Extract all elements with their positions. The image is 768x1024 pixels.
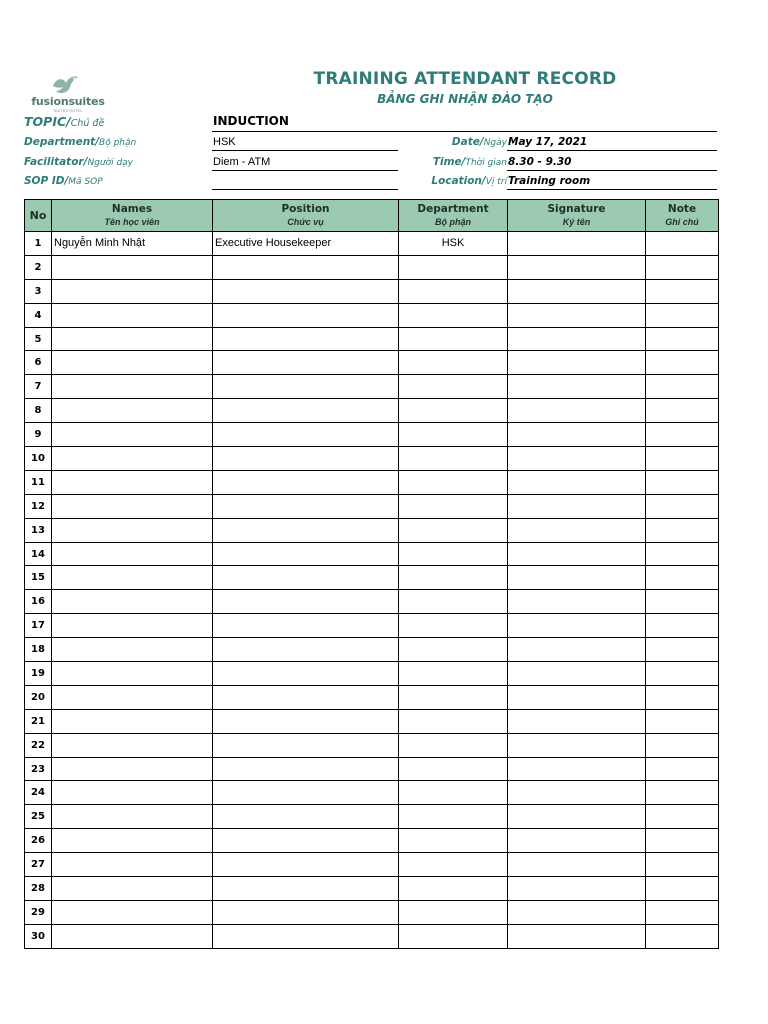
cell-name[interactable]	[52, 781, 213, 805]
time-label: Time/Thời gian	[432, 156, 507, 168]
cell-note[interactable]	[646, 638, 719, 662]
cell-signature[interactable]	[508, 232, 646, 256]
date-value[interactable]: May 17, 2021	[508, 136, 588, 148]
cell-signature[interactable]	[508, 733, 646, 757]
cell-position[interactable]	[213, 853, 399, 877]
row-number: 26	[25, 829, 52, 853]
cell-note[interactable]	[646, 590, 719, 614]
cell-signature[interactable]	[508, 518, 646, 542]
row-number: 27	[25, 853, 52, 877]
cell-department[interactable]	[399, 255, 508, 279]
row-number: 25	[25, 805, 52, 829]
cell-position[interactable]	[213, 877, 399, 901]
row-number: 24	[25, 781, 52, 805]
cell-signature[interactable]	[508, 877, 646, 901]
table-row	[25, 518, 719, 542]
cell-signature[interactable]	[508, 303, 646, 327]
cell-department[interactable]	[399, 279, 508, 303]
cell-department[interactable]	[399, 662, 508, 686]
cell-position[interactable]	[213, 757, 399, 781]
cell-position[interactable]	[213, 494, 399, 518]
table-row	[25, 733, 719, 757]
row-number: 10	[25, 447, 52, 471]
table-row	[25, 709, 719, 733]
cell-department[interactable]	[399, 685, 508, 709]
table-row	[25, 829, 719, 853]
department-underline	[212, 150, 398, 151]
table-row	[25, 232, 719, 256]
cell-signature[interactable]	[508, 781, 646, 805]
date-underline	[507, 150, 717, 151]
row-number: 23	[25, 757, 52, 781]
cell-signature[interactable]	[508, 542, 646, 566]
cell-department[interactable]	[399, 399, 508, 423]
cell-note[interactable]	[646, 900, 719, 924]
cell-signature[interactable]	[508, 614, 646, 638]
page-title: TRAINING ATTENDANT RECORD	[313, 69, 617, 89]
cell-note[interactable]	[646, 781, 719, 805]
cell-department[interactable]	[399, 351, 508, 375]
cell-department[interactable]	[399, 877, 508, 901]
cell-name[interactable]	[52, 494, 213, 518]
cell-department[interactable]	[399, 375, 508, 399]
table-row	[25, 303, 719, 327]
cell-signature[interactable]	[508, 662, 646, 686]
row-number: 4	[25, 303, 52, 327]
table-row	[25, 685, 719, 709]
cell-note[interactable]	[646, 399, 719, 423]
cell-name[interactable]	[52, 566, 213, 590]
department-label: Department/Bộ phận	[24, 136, 137, 148]
cell-signature[interactable]	[508, 709, 646, 733]
cell-name[interactable]	[52, 662, 213, 686]
table-row	[25, 781, 719, 805]
row-number: 21	[25, 709, 52, 733]
location-label: Location/Vị trí	[431, 175, 507, 187]
cell-position[interactable]	[213, 375, 399, 399]
cell-department[interactable]	[399, 470, 508, 494]
table-row	[25, 924, 719, 948]
facilitator-underline	[212, 170, 398, 171]
cell-position[interactable]	[213, 733, 399, 757]
table-row	[25, 590, 719, 614]
cell-position[interactable]	[213, 829, 399, 853]
row-number: 28	[25, 877, 52, 901]
cell-department[interactable]	[399, 423, 508, 447]
row-number: 1	[25, 232, 52, 256]
table-row	[25, 375, 719, 399]
row-number: 7	[25, 375, 52, 399]
location-underline	[507, 189, 717, 190]
table-row	[25, 399, 719, 423]
table-row	[25, 805, 719, 829]
table-row	[25, 470, 719, 494]
row-number: 13	[25, 518, 52, 542]
row-number: 8	[25, 399, 52, 423]
time-value[interactable]: 8.30 - 9.30	[508, 156, 572, 168]
cell-department[interactable]: HSK	[399, 232, 508, 256]
bird-logo-icon	[50, 74, 80, 96]
table-row	[25, 542, 719, 566]
cell-name[interactable]	[52, 590, 213, 614]
cell-position[interactable]	[213, 638, 399, 662]
cell-signature[interactable]	[508, 757, 646, 781]
cell-name[interactable]	[52, 542, 213, 566]
cell-name[interactable]	[52, 757, 213, 781]
logo-name: fusionsuites	[31, 95, 105, 108]
row-number: 5	[25, 327, 52, 351]
column-header-names: Names Tên học viên	[52, 200, 213, 232]
cell-signature[interactable]	[508, 399, 646, 423]
cell-note[interactable]	[646, 470, 719, 494]
cell-position[interactable]	[213, 447, 399, 471]
table-row	[25, 877, 719, 901]
cell-department[interactable]	[399, 518, 508, 542]
cell-name[interactable]	[52, 327, 213, 351]
cell-note[interactable]	[646, 255, 719, 279]
cell-name[interactable]	[52, 447, 213, 471]
cell-signature[interactable]	[508, 255, 646, 279]
cell-name[interactable]	[52, 638, 213, 662]
cell-signature[interactable]	[508, 853, 646, 877]
cell-position[interactable]	[213, 470, 399, 494]
cell-signature[interactable]	[508, 829, 646, 853]
cell-name[interactable]	[52, 303, 213, 327]
cell-note[interactable]	[646, 542, 719, 566]
table-row	[25, 900, 719, 924]
cell-position[interactable]	[213, 924, 399, 948]
attendance-table	[24, 199, 719, 949]
cell-signature[interactable]	[508, 423, 646, 447]
cell-name[interactable]	[52, 351, 213, 375]
cell-note[interactable]	[646, 853, 719, 877]
table-row	[25, 853, 719, 877]
cell-name[interactable]	[52, 805, 213, 829]
table-row	[25, 255, 719, 279]
row-number: 15	[25, 566, 52, 590]
cell-position[interactable]	[213, 351, 399, 375]
cell-position[interactable]	[213, 781, 399, 805]
cell-note[interactable]	[646, 566, 719, 590]
cell-signature[interactable]	[508, 924, 646, 948]
table-row	[25, 423, 719, 447]
column-header-department: Department Bộ phận	[399, 200, 508, 232]
cell-name[interactable]	[52, 877, 213, 901]
cell-note[interactable]	[646, 279, 719, 303]
row-number: 18	[25, 638, 52, 662]
cell-note[interactable]	[646, 805, 719, 829]
cell-department[interactable]	[399, 853, 508, 877]
table-row	[25, 614, 719, 638]
cell-department[interactable]	[399, 566, 508, 590]
cell-position[interactable]	[213, 303, 399, 327]
location-value[interactable]: Training room	[508, 175, 591, 187]
topic-label: TOPIC/Chủ đề	[24, 114, 105, 129]
cell-position[interactable]	[213, 255, 399, 279]
cell-department[interactable]	[399, 494, 508, 518]
row-number: 29	[25, 900, 52, 924]
topic-value[interactable]: INDUCTION	[213, 114, 289, 128]
cell-name[interactable]	[52, 423, 213, 447]
cell-name[interactable]	[52, 399, 213, 423]
table-row	[25, 351, 719, 375]
cell-signature[interactable]	[508, 375, 646, 399]
cell-signature[interactable]	[508, 685, 646, 709]
cell-signature[interactable]	[508, 279, 646, 303]
row-number: 20	[25, 685, 52, 709]
column-header-position: Position Chức vụ	[213, 200, 399, 232]
cell-name[interactable]	[52, 924, 213, 948]
page-subtitle: BẢNG GHI NHẬN ĐÀO TẠO	[377, 92, 553, 106]
logo-subtext: SUITES HOTEL	[53, 108, 83, 113]
facilitator-value[interactable]: Diem - ATM	[213, 156, 271, 168]
cell-department[interactable]	[399, 709, 508, 733]
facilitator-label: Facilitator/Người dạy	[24, 156, 134, 168]
cell-department[interactable]	[399, 303, 508, 327]
cell-department[interactable]	[399, 924, 508, 948]
cell-note[interactable]	[646, 757, 719, 781]
row-number: 14	[25, 542, 52, 566]
cell-department[interactable]	[399, 900, 508, 924]
table-row	[25, 638, 719, 662]
cell-position[interactable]	[213, 662, 399, 686]
cell-position[interactable]: Executive Housekeeper	[213, 232, 399, 256]
cell-position[interactable]	[213, 399, 399, 423]
table-row	[25, 662, 719, 686]
cell-note[interactable]	[646, 375, 719, 399]
cell-department[interactable]	[399, 733, 508, 757]
company-logo	[30, 74, 106, 114]
cell-note[interactable]	[646, 662, 719, 686]
table-row	[25, 327, 719, 351]
row-number: 22	[25, 733, 52, 757]
table-row	[25, 566, 719, 590]
cell-note[interactable]	[646, 924, 719, 948]
row-number: 11	[25, 470, 52, 494]
cell-position[interactable]	[213, 566, 399, 590]
table-header-row	[25, 200, 719, 232]
cell-signature[interactable]	[508, 351, 646, 375]
department-value[interactable]: HSK	[213, 136, 236, 148]
cell-department[interactable]	[399, 590, 508, 614]
date-label: Date/Ngày	[451, 136, 507, 148]
cell-name[interactable]	[52, 685, 213, 709]
cell-signature[interactable]	[508, 447, 646, 471]
column-header-note: Note Ghi chú	[646, 200, 719, 232]
cell-signature[interactable]	[508, 805, 646, 829]
cell-note[interactable]	[646, 232, 719, 256]
cell-signature[interactable]	[508, 590, 646, 614]
table-row	[25, 279, 719, 303]
cell-name[interactable]	[52, 375, 213, 399]
cell-position[interactable]	[213, 709, 399, 733]
cell-note[interactable]	[646, 303, 719, 327]
cell-signature[interactable]	[508, 638, 646, 662]
cell-position[interactable]	[213, 900, 399, 924]
cell-signature[interactable]	[508, 494, 646, 518]
cell-name[interactable]	[52, 518, 213, 542]
cell-note[interactable]	[646, 614, 719, 638]
row-number: 19	[25, 662, 52, 686]
row-number: 30	[25, 924, 52, 948]
topic-underline	[212, 131, 717, 132]
cell-note[interactable]	[646, 518, 719, 542]
table-row	[25, 494, 719, 518]
sop-label: SOP ID/Mã SOP	[24, 175, 103, 187]
cell-note[interactable]	[646, 351, 719, 375]
cell-department[interactable]	[399, 638, 508, 662]
cell-name[interactable]	[52, 853, 213, 877]
row-number: 2	[25, 255, 52, 279]
row-number: 17	[25, 614, 52, 638]
column-header-no: No	[25, 200, 52, 232]
cell-position[interactable]	[213, 805, 399, 829]
row-number: 9	[25, 423, 52, 447]
cell-signature[interactable]	[508, 327, 646, 351]
cell-signature[interactable]	[508, 470, 646, 494]
cell-position[interactable]	[213, 518, 399, 542]
cell-name[interactable]	[52, 470, 213, 494]
cell-position[interactable]	[213, 685, 399, 709]
cell-name[interactable]	[52, 733, 213, 757]
cell-name[interactable]	[52, 614, 213, 638]
cell-position[interactable]	[213, 327, 399, 351]
cell-note[interactable]	[646, 877, 719, 901]
cell-department[interactable]	[399, 327, 508, 351]
cell-name[interactable]: Nguyễn Minh Nhật	[52, 232, 213, 256]
row-number: 6	[25, 351, 52, 375]
cell-note[interactable]	[646, 327, 719, 351]
cell-department[interactable]	[399, 829, 508, 853]
cell-note[interactable]	[646, 829, 719, 853]
cell-name[interactable]	[52, 255, 213, 279]
cell-position[interactable]	[213, 542, 399, 566]
row-number: 3	[25, 279, 52, 303]
cell-position[interactable]	[213, 423, 399, 447]
cell-name[interactable]	[52, 900, 213, 924]
row-number: 12	[25, 494, 52, 518]
column-header-signature: Signature Ký tên	[508, 200, 646, 232]
time-underline	[507, 170, 717, 171]
cell-department[interactable]	[399, 447, 508, 471]
cell-note[interactable]	[646, 685, 719, 709]
cell-note[interactable]	[646, 709, 719, 733]
cell-position[interactable]	[213, 279, 399, 303]
cell-note[interactable]	[646, 733, 719, 757]
table-row	[25, 757, 719, 781]
cell-position[interactable]	[213, 590, 399, 614]
cell-note[interactable]	[646, 447, 719, 471]
cell-department[interactable]	[399, 781, 508, 805]
cell-name[interactable]	[52, 829, 213, 853]
table-row	[25, 447, 719, 471]
cell-signature[interactable]	[508, 566, 646, 590]
cell-name[interactable]	[52, 709, 213, 733]
cell-department[interactable]	[399, 614, 508, 638]
cell-name[interactable]	[52, 279, 213, 303]
cell-note[interactable]	[646, 494, 719, 518]
cell-department[interactable]	[399, 757, 508, 781]
sop-underline	[212, 189, 398, 190]
cell-signature[interactable]	[508, 900, 646, 924]
cell-department[interactable]	[399, 805, 508, 829]
cell-department[interactable]	[399, 542, 508, 566]
cell-position[interactable]	[213, 614, 399, 638]
row-number: 16	[25, 590, 52, 614]
cell-note[interactable]	[646, 423, 719, 447]
